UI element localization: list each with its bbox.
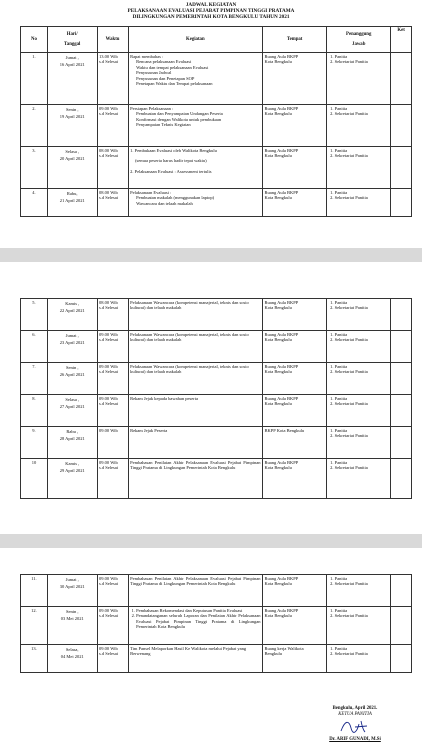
row-date: Selasa , 27 April 2021 bbox=[47, 395, 97, 427]
row-place: Ruang Aula BKPP Kota Bengkulu bbox=[263, 299, 327, 331]
row-ket bbox=[391, 363, 412, 395]
signature-role: KETUA PANITIA bbox=[338, 712, 372, 717]
row-pj: 1. Panitia 2. Sekretariat Panitia bbox=[327, 645, 391, 673]
row-date: Senin , 19 April 2021 bbox=[47, 105, 97, 147]
row-pj: 1. Panitia 2. Sekretariat Panitia bbox=[327, 607, 391, 645]
row-date: Senin , 03 Mei 2021 bbox=[47, 607, 97, 645]
row-activity: Rekam Jejak Peserta bbox=[128, 427, 262, 459]
table-row bbox=[21, 363, 412, 395]
row-no: 7. bbox=[21, 363, 48, 395]
row-ket bbox=[391, 427, 412, 459]
table-row bbox=[21, 459, 412, 499]
table-row bbox=[21, 607, 412, 645]
row-time: 09.00 Wib s.d Selesai bbox=[97, 645, 128, 673]
signature-block bbox=[300, 706, 410, 743]
row-date: Rabu , 28 April 2021 bbox=[47, 427, 97, 459]
row-activity: Pembahasan Penilaian Akhir Pelaksanaan Evaluasi Pejabat Pimpinan Tinggi Pratama di Lingkungan Pemerintah Kota Bengkulu bbox=[128, 575, 262, 607]
table-row bbox=[21, 331, 412, 363]
row-no: 13. bbox=[21, 645, 48, 673]
title-line-1: JADWAL KEGIATAN bbox=[185, 2, 237, 8]
table-row bbox=[21, 575, 412, 607]
row-pj: 1. Panitia 2. Sekretariat Panitia bbox=[327, 459, 391, 499]
page-3 bbox=[0, 548, 422, 750]
row-activity: Pelaksanaan Wawancara (kompetensi manajerial, teknis dan sosio kulturai) dan telaah makalah bbox=[128, 331, 262, 363]
page-2 bbox=[0, 262, 422, 534]
row-pj: 1. Panitia 2. Sekretariat Panitia bbox=[327, 105, 391, 147]
title-line-2: PELAKSANAAN EVALUASI PEJABAT PIMPINAN TINGGI PRATAMA bbox=[127, 8, 295, 15]
table-row bbox=[21, 395, 412, 427]
row-place: Ruang Aula BKPP Kota Bengkulu bbox=[263, 459, 327, 499]
table-row bbox=[21, 189, 412, 217]
row-place: Ruang Aula BKPP Kota Bengkulu bbox=[263, 53, 327, 105]
table-row bbox=[21, 53, 412, 105]
row-date: Kamis , 29 April 2021 bbox=[47, 459, 97, 499]
row-no: 10 bbox=[21, 459, 48, 499]
col-no: No bbox=[21, 27, 48, 53]
row-activity: Rapat membahas : ▪ Rencana pelaksanaan Evaluasi ▪ Waktu dan tempat pelaksanaan Evaluasi ▪ Penyusunan Jadwal ▪ Penyusunan dan Penetapan SOP ▪ Penetapan Waktu dan Tempat pelaksanaan bbox=[128, 53, 262, 105]
title-line-3: DILINGKUNGAN PEMERINTAH KOTA BENGKULU TAHUN 2021 bbox=[132, 14, 290, 21]
row-time: 09.00 Wib s.d Selesai bbox=[97, 363, 128, 395]
row-activity: Pelaksanaan Evaluasi : ▪ Pembuatan makalah (menggunakan laptop) ▪ Wawancara dan telaah makalah bbox=[128, 189, 262, 217]
row-activity: 1. Pembukaan Evaluasi oleh Walikota Bengkulu (semua peserta harus hadir tepat waktu) 2. Pelaksanaan Evaluasi : Assessment tertulis bbox=[128, 147, 262, 189]
row-ket bbox=[391, 189, 412, 217]
page-1 bbox=[0, 0, 422, 248]
row-date: Kamis , 22 April 2021 bbox=[47, 299, 97, 331]
row-time: 09.00 Wib bbox=[97, 427, 128, 459]
col-waktu: Waktu bbox=[97, 27, 128, 53]
row-activity: Persiapan Pelaksanaan : ▪ Pembuatan dan Penyampaian Undangan Peserta ▪ Konfirmasi dengan Walikota untuk pembukaan ▪ Penyampaian Teknis Kegiatan bbox=[128, 105, 262, 147]
table-row bbox=[21, 299, 412, 331]
row-time: 09.00 Wib s.d Selesai bbox=[97, 607, 128, 645]
row-ket bbox=[391, 459, 412, 499]
row-time: 08.00 Wib s.d Selesai bbox=[97, 147, 128, 189]
row-pj: 1. Panitia 2. Sekretariat Panitia bbox=[327, 575, 391, 607]
row-no: 4. bbox=[21, 189, 48, 217]
row-pj: 1. Panitia 2. Sekretariat Panitia bbox=[327, 53, 391, 105]
row-activity: 1. Pembahasan Rekomendasi dan Keputusan Panitia Evaluasi 2. Penandatanganan seluruh Laporan dan Penilaian Akhir Pelaksanaan Evaluasi Pejabat Pimpinan Tinggi Pratama di Lingkungan Pemerintah Kota Bengkulu bbox=[128, 607, 262, 645]
row-place: Ruang Aula BKPP Kota Bengkulu bbox=[263, 363, 327, 395]
row-no: 12. bbox=[21, 607, 48, 645]
col-penanggung-jawab: Penanggung Jawab bbox=[327, 27, 391, 53]
col-kegiatan: Kegiatan bbox=[128, 27, 262, 53]
row-ket bbox=[391, 299, 412, 331]
row-time: 09.00 Wib s.d Selesai bbox=[97, 575, 128, 607]
row-no: 5. bbox=[21, 299, 48, 331]
row-date: Rabu, 21 April 2021 bbox=[47, 189, 97, 217]
row-ket bbox=[391, 105, 412, 147]
document-title bbox=[0, 0, 422, 21]
row-place: Ruang Aula BKPP Kota Bengkulu bbox=[263, 189, 327, 217]
signature-name: Dr. ARIF GUNADI, M.Si bbox=[329, 737, 381, 742]
row-activity: Pelaksanaan Wawancara (kompetensi manajerial, teknis dan sosio kulturai) dan telaah makalah bbox=[128, 363, 262, 395]
row-activity: Tim Pansel Melaporkan Hasil Ke Walikota melalui Pejabat yang Berwenang bbox=[128, 645, 262, 673]
row-time: 09.00 Wib s.d Selesai bbox=[97, 331, 128, 363]
row-no: 6. bbox=[21, 331, 48, 363]
row-ket bbox=[391, 331, 412, 363]
row-pj: 1. Panitia 2. Sekretariat Panitia bbox=[327, 299, 391, 331]
row-ket bbox=[391, 645, 412, 673]
col-ket: Ket bbox=[391, 27, 412, 53]
schedule-table-page-3 bbox=[20, 574, 412, 673]
schedule-table-page-2 bbox=[20, 298, 412, 499]
row-activity: Pembahasan Penilaian Akhir Pelaksanaan Evaluasi Pejabat Pimpinan Tinggi Pratama di Lingkungan Pemerintah Kota Bengkulu bbox=[128, 459, 262, 499]
row-pj: 1. Panitia 2. Sekretariat Panitia bbox=[327, 189, 391, 217]
table-row bbox=[21, 147, 412, 189]
table-row bbox=[21, 427, 412, 459]
row-pj: 1. Panitia 2. Sekretariat Panitia bbox=[327, 363, 391, 395]
table-header-row bbox=[21, 27, 412, 53]
row-no: 11. bbox=[21, 575, 48, 607]
row-pj: 1. Panitia 2. Sekretariat Panitia bbox=[327, 427, 391, 459]
row-no: 9. bbox=[21, 427, 48, 459]
row-time: 09.00 Wib s.d Selesai bbox=[97, 105, 128, 147]
schedule-table-page-1 bbox=[20, 26, 412, 217]
row-place: Ruang Aula BKPP Kota Bengkulu bbox=[263, 105, 327, 147]
row-date: Jumat , 30 April 2021 bbox=[47, 575, 97, 607]
row-date: Selasa, 04 Mei 2021 bbox=[47, 645, 97, 673]
row-pj: 1. Panitia 2. Sekretariat Panitia bbox=[327, 395, 391, 427]
row-no: 1. bbox=[21, 53, 48, 105]
row-place: Ruang kerja Walikota Bengkulu bbox=[263, 645, 327, 673]
row-ket bbox=[391, 53, 412, 105]
row-pj: 1. Panitia 2. Sekretariat Panitia bbox=[327, 147, 391, 189]
table-row bbox=[21, 105, 412, 147]
row-activity: Rekam Jejak kepada bawahan peserta bbox=[128, 395, 262, 427]
row-place: Ruang Aula BKPP Kota Bengkulu bbox=[263, 607, 327, 645]
row-place: Ruang Aula BKPP Kota Bengkulu bbox=[263, 331, 327, 363]
row-no: 2. bbox=[21, 105, 48, 147]
row-time: 09.00 Wib s.d Selesai bbox=[97, 395, 128, 427]
table-row bbox=[21, 645, 412, 673]
row-date: Jumat , 16 April 2021 bbox=[47, 53, 97, 105]
row-time: 08.00 Wib s.d Selesai bbox=[97, 189, 128, 217]
row-time: 13.00 Wib s.d Selesai bbox=[97, 53, 128, 105]
row-date: Jumat , 23 April 2021 bbox=[47, 331, 97, 363]
row-no: 8. bbox=[21, 395, 48, 427]
row-ket bbox=[391, 395, 412, 427]
row-activity: Pelaksanaan Wawancara (kompetensi manajerial, teknis dan sosio kulturai) dan telaah makalah bbox=[128, 299, 262, 331]
col-hari-tanggal: Hari/ Tanggal bbox=[47, 27, 97, 53]
row-ket bbox=[391, 607, 412, 645]
row-place: Ruang Aula BKPP Kota Bengkulu bbox=[263, 395, 327, 427]
row-place: Ruang Aula BKPP Kota Bengkulu bbox=[263, 575, 327, 607]
row-ket bbox=[391, 147, 412, 189]
row-time: 08.00 Wib s.d Selesai bbox=[97, 299, 128, 331]
row-date: Senin , 26 April 2021 bbox=[47, 363, 97, 395]
row-no: 3. bbox=[21, 147, 48, 189]
row-place: BKPP Kota Bengkulu bbox=[263, 427, 327, 459]
signature-scribble-icon bbox=[335, 718, 375, 734]
row-pj: 1. Panitia 2. Sekretariat Panitia bbox=[327, 331, 391, 363]
row-time: 09.00 Wib s.d Selesai bbox=[97, 459, 128, 499]
row-date: Selasa , 20 April 2021 bbox=[47, 147, 97, 189]
signature-place-date: Bengkulu, April 2021. bbox=[332, 706, 378, 711]
row-ket bbox=[391, 575, 412, 607]
row-place: Ruang Aula BKPP Kota Bengkulu bbox=[263, 147, 327, 189]
col-tempat: Tempat bbox=[263, 27, 327, 53]
